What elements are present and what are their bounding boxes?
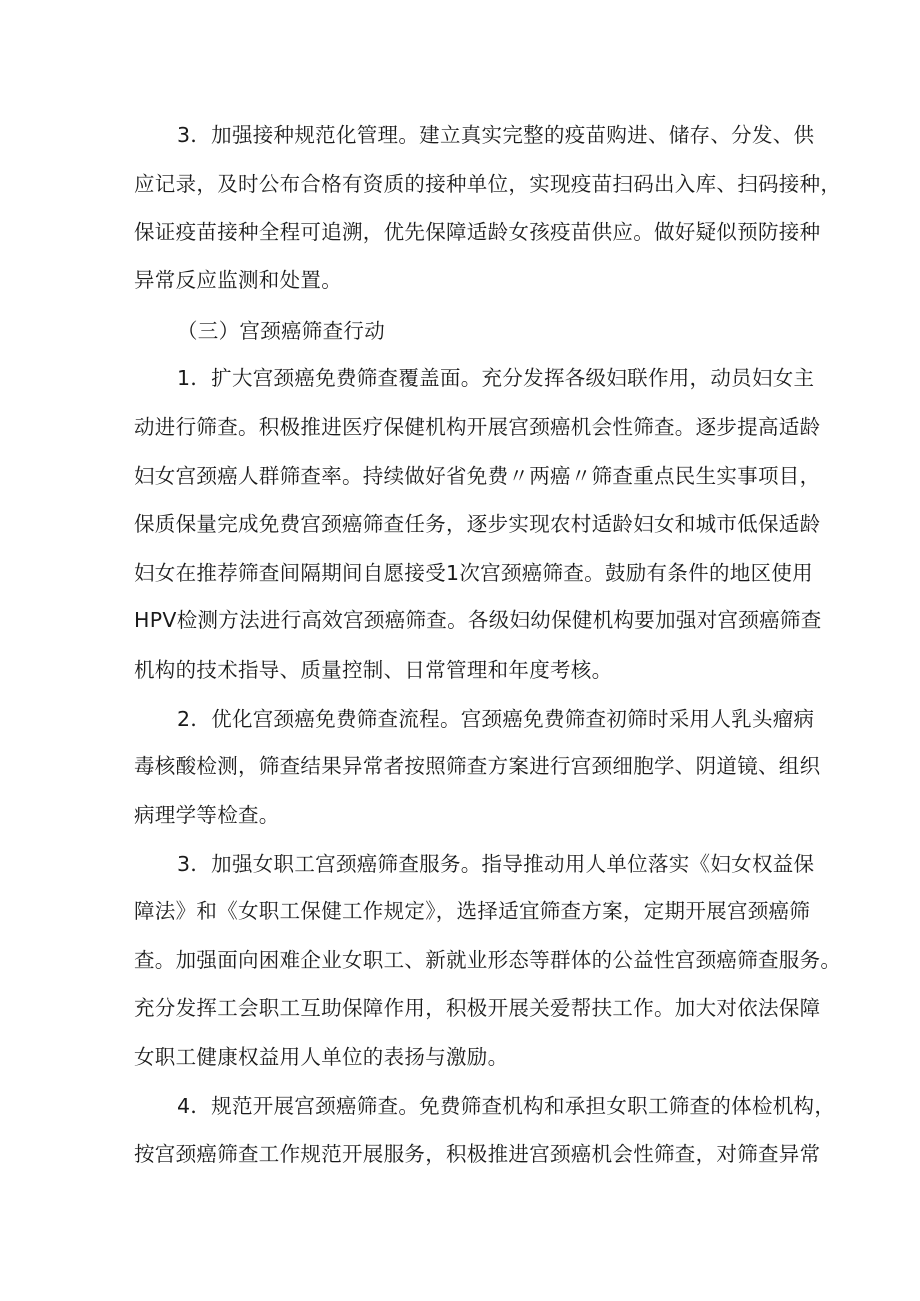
text-line: 充分发挥工会职工互助保障作用，积极开展关爱帮扶工作。加大对依法保障 (134, 996, 821, 1020)
text-line: 女职工健康权益用人单位的表扬与激励。 (134, 1045, 509, 1069)
text-line: 保证疫苗接种全程可追溯，优先保障适龄女孩疫苗供应。做好疑似预防接种 (134, 220, 821, 244)
section-heading: （三）宫颈癌筛查行动 (177, 319, 385, 343)
text-line: 保质保量完成免费宫颈癌筛查任务，逐步实现农村适龄妇女和城市低保适龄 (134, 512, 821, 536)
text-line: 查。加强面向困难企业女职工、新就业形态等群体的公益性宫颈癌筛查服务。 (134, 948, 842, 972)
text-line: 3．加强接种规范化管理。建立真实完整的疫苗购进、储存、分发、供 (177, 123, 815, 147)
text-line: 机构的技术指导、质量控制、日常管理和年度考核。 (134, 658, 613, 682)
text-line: 病理学等检查。 (134, 803, 280, 827)
text-line: 障法》和《女职工保健工作规定》，选择适宜筛查方案，定期开展宫颈癌筛 (134, 899, 811, 923)
text-line: 1．扩大宫颈癌免费筛查覆盖面。充分发挥各级妇联作用，动员妇女主 (177, 366, 815, 390)
text-line: 应记录，及时公布合格有资质的接种单位，实现疫苗扫码出入库、扫码接种， (134, 172, 842, 196)
text-line: 3．加强女职工宫颈癌筛查服务。指导推动用人单位落实《妇女权益保 (177, 852, 815, 876)
text-line: 异常反应监测和处置。 (134, 268, 342, 292)
text-line: HPV检测方法进行高效宫颈癌筛查。各级妇幼保健机构要加强对宫颈癌筛查 (134, 608, 822, 632)
text-line: 妇女宫颈癌人群筛查率。持续做好省免费〃两癌〃筛查重点民生实事项目， (134, 464, 821, 488)
text-line: 2．优化宫颈癌免费筛查流程。宫颈癌免费筛查初筛时采用人乳头瘤病 (177, 707, 815, 731)
text-line: 毒核酸检测，筛查结果异常者按照筛查方案进行宫颈细胞学、阴道镜、组织 (134, 754, 821, 778)
text-line: 妇女在推荐筛查间隔期间自愿接受1次宫颈癌筛查。鼓励有条件的地区使用 (134, 561, 813, 585)
text-line: 动进行筛查。积极推进医疗保健机构开展宫颈癌机会性筛查。逐步提高适龄 (134, 415, 821, 439)
text-line: 4．规范开展宫颈癌筛查。免费筛查机构和承担女职工筛查的体检机构， (177, 1094, 836, 1118)
text-line: 按宫颈癌筛查工作规范开展服务，积极推进宫颈癌机会性筛查，对筛查异常 (134, 1142, 821, 1166)
